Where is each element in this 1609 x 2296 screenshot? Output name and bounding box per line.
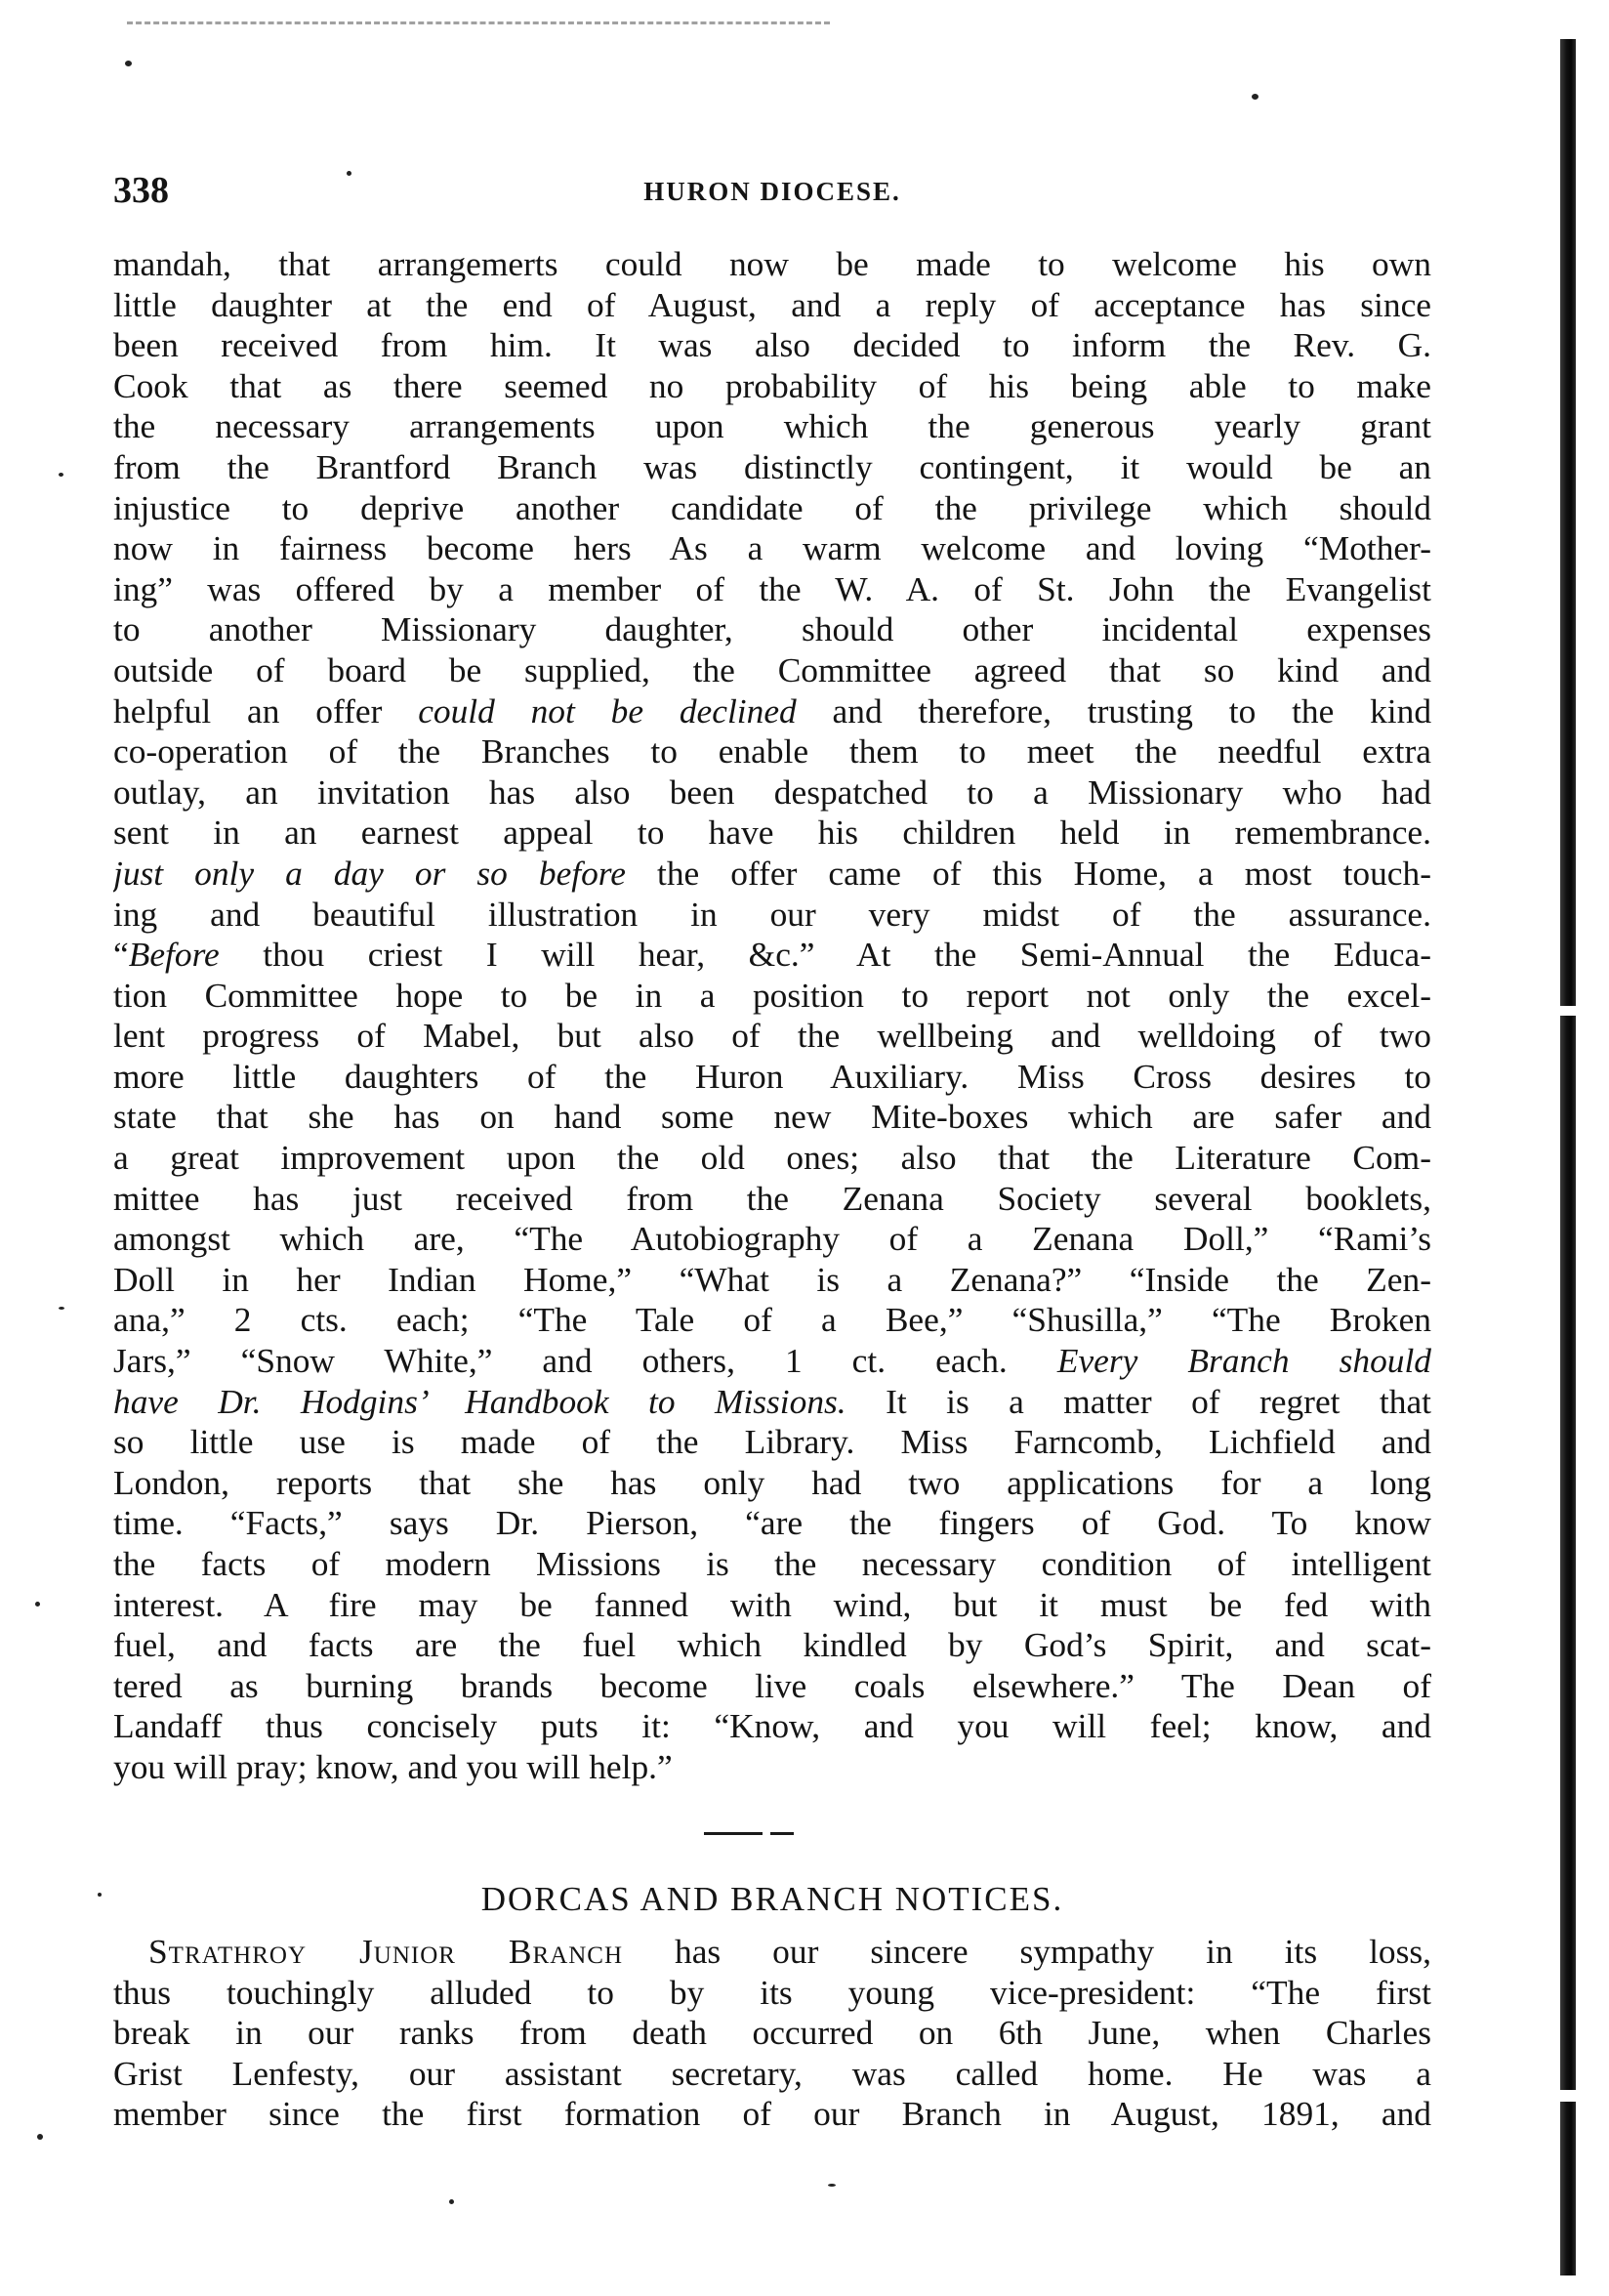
text-line: thus touchingly alluded to by its young vice-president: “The first (113, 1972, 1431, 2012)
italic-phrase: could not be declined (418, 690, 797, 731)
text-line: injustice to deprive another candidate of the privilege which should (113, 487, 1431, 527)
italic-phrase: Before (128, 935, 220, 975)
page-binding-edge (1560, 39, 1576, 2275)
scan-speck (828, 2184, 836, 2187)
text-line: sent in an earnest appeal to have his children held in remembrance. (113, 813, 1431, 853)
scan-speck (98, 1893, 102, 1897)
notice-line-rest: has our sincere sympathy in its loss, (623, 1932, 1431, 1971)
text-line: “Before thou criest I will hear, &c.” At the Semi-Annual the Educa- (113, 935, 1431, 975)
binding-gap (1556, 2090, 1580, 2102)
section-heading: DORCAS AND BRANCH NOTICES. (480, 1880, 1064, 1918)
text-line: from the Brantford Branch was distinctly contingent, it would be an (113, 446, 1431, 486)
text-line: ing and beautiful illustration in our very midst of the assurance. (113, 894, 1431, 934)
scan-speck (125, 61, 132, 66)
text-line: outside of board be supplied, the Committee agreed that so kind and (113, 649, 1431, 689)
text-line: ing” was offered by a member of the W. A. of St. John the Evangelist (113, 568, 1431, 608)
italic-phrase: Every Branch should (1056, 1341, 1431, 1381)
text-line: amongst which are, “The Autobiography of a Zenana Doll,” “Rami’s (113, 1219, 1431, 1259)
text-line: Landaff thus concisely puts it: “Know, and you will feel; know, and (113, 1706, 1431, 1746)
scan-speck (59, 1307, 64, 1310)
scan-speck (59, 473, 63, 477)
text-line: ana,” 2 cts. each; “The Tale of a Bee,” “Shusilla,” “The Broken (113, 1300, 1431, 1340)
text-line: interest. A fire may be fanned with wind, but it must be fed with (113, 1584, 1431, 1624)
text-line: Cook that as there seemed no probability of his being able to make (113, 365, 1431, 405)
text-line: Doll in her Indian Home,” “What is a Zenana?” “Inside the Zen- (113, 1259, 1431, 1299)
running-head (113, 166, 1431, 215)
body-text (113, 244, 1431, 1788)
text-line: co-operation of the Branches to enable them to meet the needful extra (113, 731, 1431, 772)
italic-phrase: just only a day or so before (113, 853, 626, 893)
section-separator (704, 1832, 794, 1835)
text-line: so little use is made of the Library. Miss Farncomb, Lichfield and (113, 1422, 1431, 1462)
text-line: state that she has on hand some new Mite-boxes which are safer and (113, 1097, 1431, 1137)
text-line: tion Committee hope to be in a position to report not only the excel- (113, 975, 1431, 1015)
text-line: more little daughters of the Huron Auxiliary. Miss Cross desires to (113, 1056, 1431, 1096)
text-line: helpful an offer could not be declined and therefore, trusting to the kind (113, 690, 1431, 731)
text-line: the necessary arrangements upon which the generous yearly grant (113, 406, 1431, 446)
page-number: 338 (113, 170, 169, 211)
text-line: been received from him. It was also decided to inform the Rev. G. (113, 325, 1431, 365)
scan-speck (35, 1602, 40, 1607)
text-line: Grist Lenfesty, our assistant secretary, was called home. He was a (113, 2053, 1431, 2093)
running-title: HURON DIOCESE. (643, 177, 901, 206)
text-line: mittee has just received from the Zenana Society several booklets, (113, 1178, 1431, 1218)
text-line (113, 1932, 1431, 1973)
text-line: member since the first formation of our Branch in August, 1891, and (113, 2094, 1431, 2134)
text-line: break in our ranks from death occurred on 6th June, when Charles (113, 2013, 1431, 2053)
text-line: now in fairness become hers As a warm welcome and loving “Mother- (113, 528, 1431, 568)
text-line: time. “Facts,” says Dr. Pierson, “are the fingers of God. To know (113, 1503, 1431, 1543)
text-line: a great improvement upon the old ones; also that the Literature Com- (113, 1138, 1431, 1178)
italic-phrase: have Dr. Hodgins’ Handbook to Missions. (113, 1381, 846, 1421)
text-line: the facts of modern Missions is the necessary condition of intelligent (113, 1544, 1431, 1583)
notice-paragraph (113, 1932, 1431, 2135)
text-line: you will pray; know, and you will help.” (113, 1746, 673, 1786)
text-line: outlay, an invitation has also been despatched to a Missionary who had (113, 772, 1431, 812)
text-line: have Dr. Hodgins’ Handbook to Missions. It is a matter of regret that (113, 1381, 1431, 1421)
text-line: little daughter at the end of August, and a reply of acceptance has since (113, 284, 1431, 324)
text-line: to another Missionary daughter, should other incidental expenses (113, 609, 1431, 649)
text-line: just only a day or so before the offer came of this Home, a most touch- (113, 853, 1431, 893)
notice-branch-name: Strathroy Junior Branch (148, 1932, 624, 1971)
scan-speck (449, 2199, 454, 2204)
text-line: London, reports that she has only had two applications for a long (113, 1462, 1431, 1502)
scan-artifact (127, 21, 830, 30)
text-line: tered as burning brands become live coals elsewhere.” The Dean of (113, 1665, 1431, 1705)
text-line: fuel, and facts are the fuel which kindled by God’s Spirit, and scat- (113, 1625, 1431, 1665)
text-line: Jars,” “Snow White,” and others, 1 ct. each. Every Branch should (113, 1341, 1431, 1381)
text-line: lent progress of Mabel, but also of the wellbeing and welldoing of two (113, 1016, 1431, 1056)
scan-speck (37, 2134, 43, 2140)
binding-gap (1556, 1006, 1580, 1016)
text-line: mandah, that arrangemerts could now be made to welcome his own (113, 244, 1431, 283)
scan-speck (1252, 94, 1258, 100)
